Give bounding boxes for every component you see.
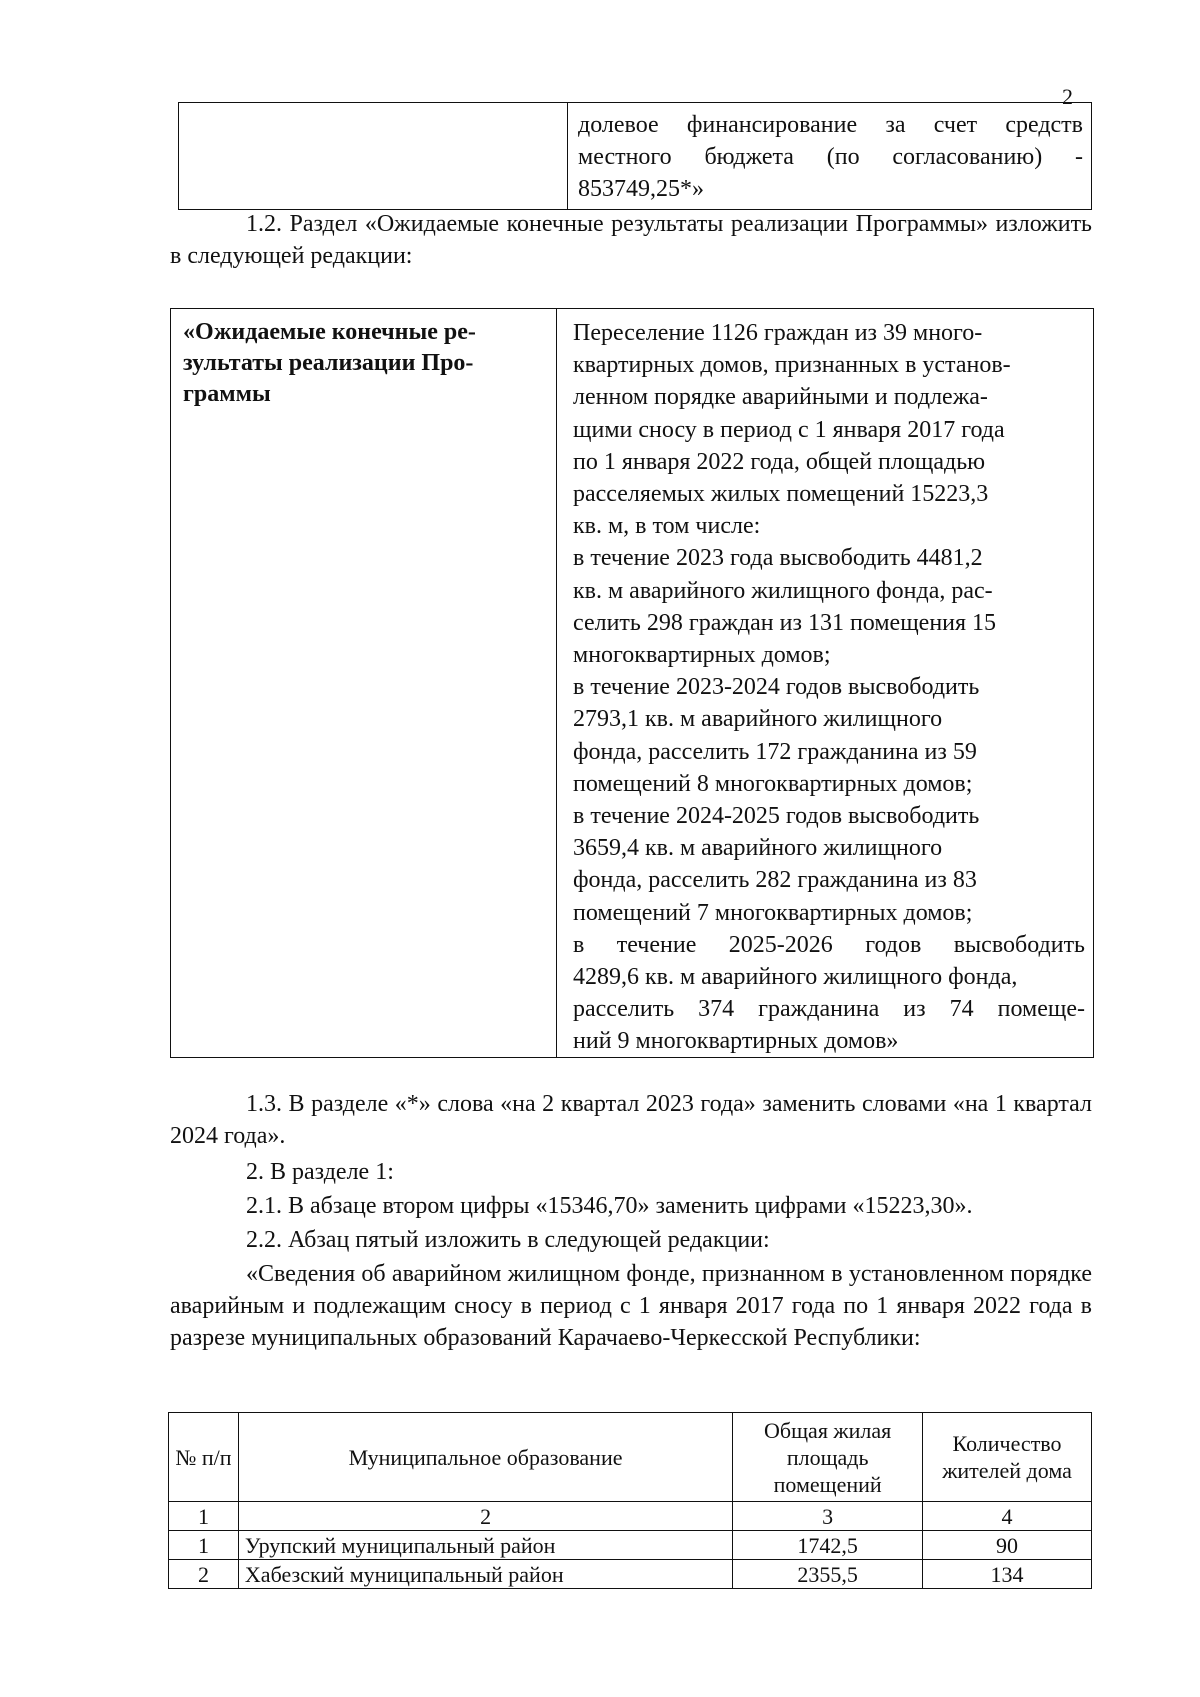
table-column-number-row <box>169 1502 1092 1531</box>
value-line: помещений 8 многоквартирных домов; <box>573 770 973 797</box>
header-municipality: Муниципальное образование <box>238 1413 732 1502</box>
value-line: по 1 января 2022 года, общей площадью <box>573 448 986 475</box>
value-line: ний 9 многоквартирных домов» <box>573 1028 899 1055</box>
funding-line: местного бюджета (по согласованию) - <box>578 144 1083 170</box>
table-row <box>169 1560 1092 1589</box>
header-number: № п/п <box>169 1413 239 1502</box>
label-line: зультаты реализации Про- <box>183 350 474 376</box>
label-line: граммы <box>183 381 271 407</box>
row-area: 2355,5 <box>733 1560 923 1589</box>
expected-results-label-cell <box>171 309 557 1057</box>
value-line: фонда, расселить 282 гражданина из 83 <box>573 867 977 894</box>
row-residents: 134 <box>923 1560 1092 1589</box>
value-line: фонда, расселить 172 гражданина из 59 <box>573 738 977 765</box>
col-number: 2 <box>238 1502 732 1531</box>
value-line: 2793,1 кв. м аварийного жилищного <box>573 706 943 733</box>
value-line: помещений 7 многоквартирных домов; <box>573 899 973 926</box>
value-line: многоквартирных домов; <box>573 642 831 669</box>
header-residents: Количество жителей дома <box>923 1413 1092 1502</box>
value-line: селить 298 граждан из 131 помещения 15 <box>573 609 997 636</box>
value-line: кв. м аварийного жилищного фонда, рас- <box>573 577 993 604</box>
value-line: в течение 2023-2024 годов высвободить <box>573 674 980 701</box>
row-municipality: Урупский муниципальный район <box>238 1531 732 1560</box>
row-municipality: Хабезский муниципальный район <box>238 1560 732 1589</box>
funding-table-right-cell <box>568 103 1091 205</box>
header-area: Общая жилая площадь помещений <box>733 1413 923 1502</box>
expected-results-value <box>573 317 1085 1058</box>
value-line: 3659,4 кв. м аварийного жилищного <box>573 835 943 862</box>
housing-stats-table <box>168 1412 1092 1589</box>
paragraph-2: 2. В разделе 1: <box>246 1159 394 1185</box>
value-line: щими сносу в период с 1 января 2017 года <box>573 416 1005 443</box>
table-row <box>169 1531 1092 1560</box>
paragraph-2-1: 2.1. В абзаце втором цифры «15346,70» заменить цифрами «15223,30». <box>246 1193 973 1219</box>
label-line: «Ожидаемые конечные ре- <box>183 319 476 345</box>
funding-line: 853749,25*» <box>578 176 704 202</box>
col-number: 1 <box>169 1502 239 1531</box>
row-area: 1742,5 <box>733 1531 923 1560</box>
value-line: кв. м, в том числе: <box>573 513 761 540</box>
value-line: квартирных домов, признанных в установ- <box>573 352 1011 379</box>
col-number: 3 <box>733 1502 923 1531</box>
expected-results-table <box>170 308 1094 1058</box>
paragraph-1-2: 1.2. Раздел «Ожидаемые конечные результаты реализации Программы» изложить в следующей редакции: <box>170 211 1092 269</box>
value-line: расселяемых жилых помещений 15223,3 <box>573 481 989 508</box>
value-line: в течение 2025-2026 годов высвободить <box>573 931 1085 958</box>
row-number: 2 <box>169 1560 239 1589</box>
funding-table-fragment <box>178 102 1092 210</box>
row-number: 1 <box>169 1531 239 1560</box>
col-number: 4 <box>923 1502 1092 1531</box>
value-line: в течение 2023 года высвободить 4481,2 <box>573 545 983 572</box>
value-line: в течение 2024-2025 годов высвободить <box>573 803 980 830</box>
table-header-row <box>169 1413 1092 1502</box>
paragraph-quote: «Сведения об аварийном жилищном фонде, признанном в установленном порядке аварийным и подлежащим сносу в период с 1 января 2017 года по 1 января 2022 года в разрезе муниципальных образований Карачаево-Черкесской Республики: <box>170 1261 1092 1351</box>
value-line: расселить 374 гражданина из 74 помеще- <box>573 996 1085 1023</box>
paragraph-1-3: 1.3. В разделе «*» слова «на 2 квартал 2023 года» заменить словами «на 1 квартал 2024 года». <box>170 1091 1092 1149</box>
paragraph-2-2: 2.2. Абзац пятый изложить в следующей редакции: <box>246 1227 770 1253</box>
row-residents: 90 <box>923 1531 1092 1560</box>
funding-table-left-cell <box>179 103 568 209</box>
page-number: 2 <box>1062 84 1073 109</box>
expected-results-label <box>183 317 545 410</box>
funding-line: долевое финансирование за счет средств <box>578 112 1083 138</box>
value-line: 4289,6 кв. м аварийного жилищного фонда, <box>573 964 1018 991</box>
value-line: Переселение 1126 граждан из 39 много- <box>573 320 983 346</box>
value-line: ленном порядке аварийными и подлежа- <box>573 384 988 411</box>
